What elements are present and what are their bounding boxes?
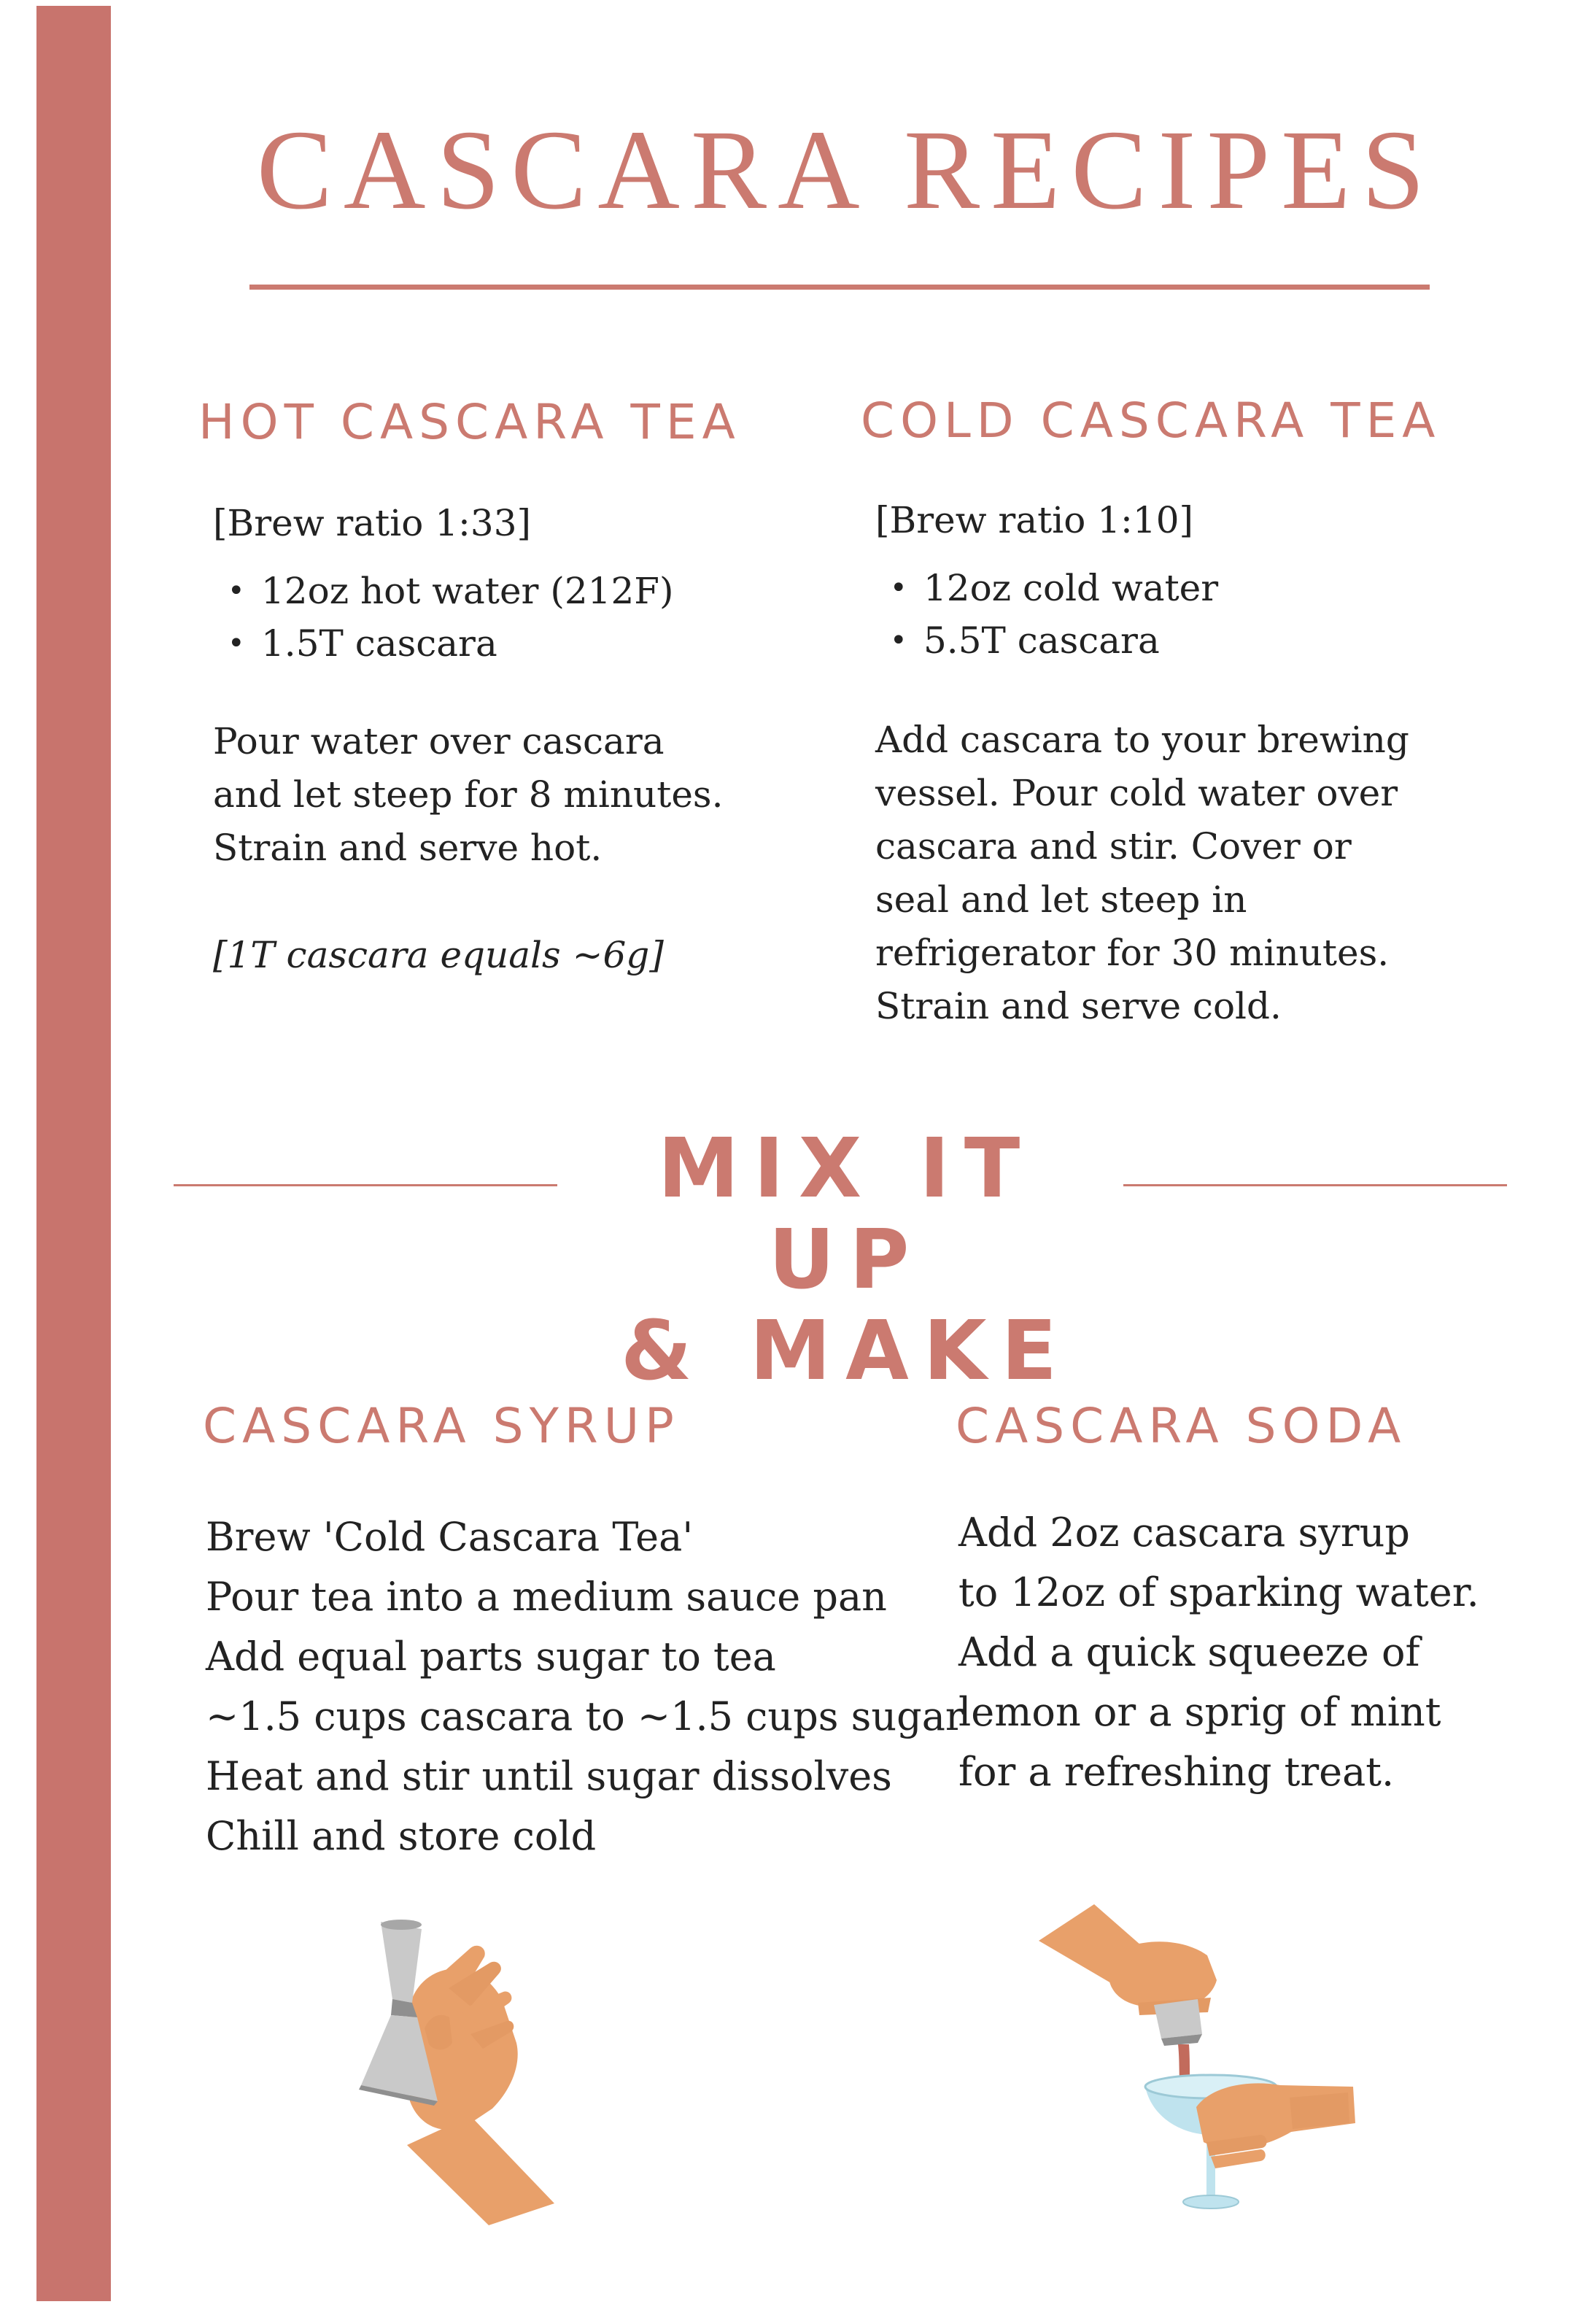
instruction-line: to 12oz of sparking water.: [958, 1569, 1479, 1615]
mix-heading: [569, 1121, 1123, 1399]
cold-tea-ingredients: [875, 562, 1218, 667]
step-line: ~1.5 cups cascara to ~1.5 cups sugar: [206, 1693, 964, 1739]
instruction-line: vessel. Pour cold water over: [875, 772, 1398, 814]
mix-heading-line: & MAKE: [620, 1304, 1072, 1399]
cold-tea-heading: COLD CASCARA TEA: [861, 393, 1441, 449]
title-divider: [249, 285, 1430, 290]
hot-tea-ingredients: [213, 565, 673, 670]
step-line: Brew 'Cold Cascara Tea': [206, 1514, 694, 1560]
hands-pouring-into-coupe-illustration: [1029, 1904, 1393, 2218]
instruction-line: cascara and stir. Cover or: [875, 825, 1352, 867]
instruction-line: refrigerator for 30 minutes.: [875, 932, 1390, 974]
step-line: Add equal parts sugar to tea: [206, 1634, 776, 1680]
hot-tea-instructions: [213, 715, 723, 875]
instruction-line: Add 2oz cascara syrup: [958, 1510, 1410, 1556]
list-item: • 12oz hot water (212F): [213, 565, 673, 617]
instruction-line: Pour water over cascara: [213, 720, 665, 762]
instruction-line: lemon or a sprig of mint: [958, 1689, 1441, 1735]
instruction-line: for a refreshing treat.: [958, 1749, 1395, 1795]
syrup-heading: CASCARA SYRUP: [203, 1398, 680, 1454]
instruction-line: Strain and serve hot.: [213, 827, 603, 869]
cold-tea-ratio: [Brew ratio 1:10]: [875, 499, 1194, 541]
mix-divider-left: [174, 1184, 557, 1186]
list-item: • 1.5T cascara: [213, 617, 673, 670]
left-accent-bar: [36, 6, 111, 2301]
syrup-steps: [206, 1507, 964, 1866]
step-line: Chill and store cold: [206, 1813, 597, 1859]
soda-heading: CASCARA SODA: [956, 1398, 1407, 1454]
instruction-line: seal and let steep in: [875, 878, 1247, 921]
hand-holding-jigger-illustration: [321, 1919, 584, 2225]
list-item: • 12oz cold water: [875, 562, 1218, 614]
mix-divider-right: [1123, 1184, 1507, 1186]
step-line: Pour tea into a medium sauce pan: [206, 1574, 887, 1620]
hot-tea-heading: HOT CASCARA TEA: [198, 394, 741, 450]
mix-heading-line: MIX IT UP: [657, 1121, 1035, 1307]
hot-tea-ratio: [Brew ratio 1:33]: [213, 502, 532, 544]
instruction-line: Strain and serve cold.: [875, 985, 1282, 1027]
cold-tea-instructions: [875, 714, 1409, 1033]
step-line: Heat and stir until sugar dissolves: [206, 1753, 892, 1799]
soda-instructions: [958, 1503, 1479, 1802]
instruction-line: and let steep for 8 minutes.: [213, 773, 724, 816]
list-item: • 5.5T cascara: [875, 614, 1218, 667]
instruction-line: Add a quick squeeze of: [958, 1629, 1420, 1675]
instruction-line: Add cascara to your brewing: [875, 719, 1409, 761]
hot-tea-note: [1T cascara equals ~6g]: [213, 934, 664, 976]
page-title: CASCARA RECIPES: [256, 107, 1436, 233]
